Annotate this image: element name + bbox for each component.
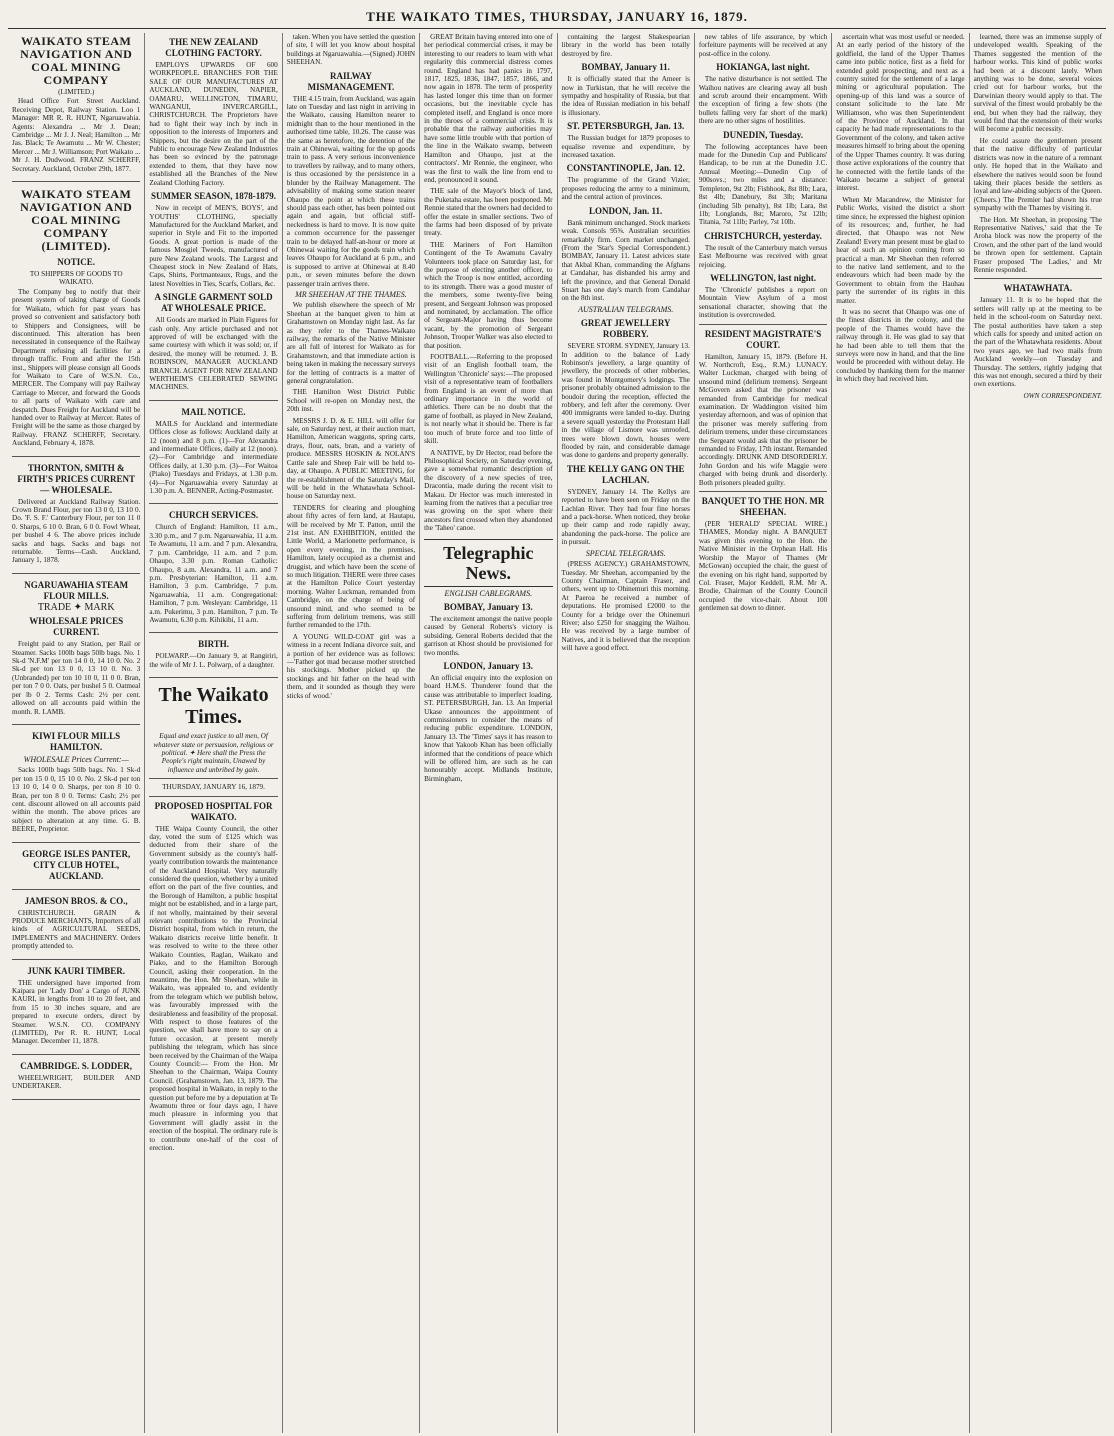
dateline: LONDON, Jan. 11.: [589, 205, 663, 216]
paper-motto: Equal and exact justice to all men, Of whatever state or persuasion, religious or political. ✦ Here shall the Press the People's right maintain, Unawed by influence and unbribed by gain.: [153, 732, 274, 774]
article-heading: RESIDENT MAGISTRATE'S COURT.: [704, 328, 822, 350]
notice-heading: CHURCH SERVICES.: [168, 510, 259, 521]
article-text: THE Mariners of Fort Hamilton Contingent of the Te Awamutu Cavalry Volunteers took place on Saturday last, for the purpose of electing another officer, to which the Troop is now entitled, according to its strength. There was a good muster of the members, some twenty-five being present, and Sergeant Johnson was proposed and nominated, by acclamation. The office of Sergeant-Major having thus become vacant, by the promotion of Sergeant Johnson, Trooper Walker was also elected to that position.: [424, 240, 553, 350]
article-heading: BANQUET TO THE HON. MR SHEEHAN.: [701, 496, 825, 518]
advert-body: Sacks 100lb bags 50lb bags. No. 1 Sk-d per ton 15 0 0, 15 10 0. No. 2 Sk-d per ton 13 10 0, 14 0 0. Sharps, per ton 8 10 0. Bran, per ton 8 0 0. Terms: Cash; 2½ per cent. discount allowed on all accounts paid within the month. The above prices are subject to alteration at any time. G. B. BEERE, Proprietor.: [12, 766, 141, 834]
advert-title: NGARUAWAHIA STEAM FLOUR MILLS.: [24, 579, 129, 601]
article-text: MESSRS J. D. & E. HILL will offer for sale, on Saturday next, at their auction mart, Hamilton, American waggons, spring carts, drays, flour, oats, bran, and a variety of produce. MESSRS HOSKIN & NOLAN'S Cattle sale and Sheep Fair will be held to-day, at Ohaupo. A PUBLIC MEETING, for the re-establishment of the Saturday's Mail, will be held in the Whatawhata School-house on Saturday next.: [286, 416, 416, 501]
advert-lodder: [12, 1061, 140, 1100]
article-text: The native disturbance is not settled. The Waihou natives are clearing away all bush and scrub around their encampment. With the exception of firing a few shots (the bullets falling very far short of the mark) there are no other signs of hostilities.: [698, 75, 828, 126]
article-text: When Mr Macandrew, the Minister for Public Works, visited the district a short time since, he expressed the highest opinion of its resources; and, further, he had directed, that Ohaupo was not New Zealand! Every man present must be glad to hear of such an opinion coming from so practical a man. Mr Sheehan then referred to the native land settlement, and to the endeavours which had been made by the Government to obtain from the Hauhau party the surrender of its rights in this matter.: [836, 195, 965, 305]
column-6: [695, 33, 832, 1433]
article-heading: RAILWAY MISMANAGEMENT.: [307, 70, 395, 92]
column-5: [558, 33, 695, 1433]
article-text: FOOTBALL.—Referring to the proposed visit of an English football team, the Wellington 'Chronicle' says:—The proposed visit of a representative team of footballers from England is an event of more than ordinary importance in the world of athletics. There can be no doubt that the game of football, as played in New Zealand, is not nearly what it should be. There is far too much of brute force and too little of skill.: [424, 353, 553, 446]
advert-body: Delivered at Auckland Railway Station. Crown Brand Flour, per ton 13 0 0, 13 10 0. Do. 'F. S. F.' Canterbury Flour, per ton 11 0 0. Sharps, 6 10 0. Bran, 6 0 0. Fowl Wheat, per bushel 4 6. The above prices include sacks and bags. Sacks and bags not returnable. Terms—Cash. Auckland, January 1, 1878.: [12, 497, 141, 565]
notice-body: POLWARP.—On January 9, at Rangiriri, the wife of Mr J. L. Polwarp, of a daughter.: [149, 652, 278, 669]
advert-thornton-smith-firth: [12, 463, 140, 574]
article-text: (PRESS AGENCY.) GRAHAMSTOWN, Tuesday. Mr Sheehan, accompanied by the County Chairman, Captain Fraser, and others, went up to Ohinemuri this morning. At Paeroa he received a number of deputations. He promised £2000 to the County for a bridge over the Ohinemuri River; also £250 for snagging the Waihou. He was received by a large number of Natives, and it is believed that the reception will have a good effect.: [561, 560, 690, 653]
article-text: He could assure the gentlemen present that the native difficulty of particular districts was now in the nature of a remnant only. He hoped that in the Waikato and elsewhere the natives would soon be found taking their places beside the settlers as loyal and law-abiding subjects of the Queen. (Cheers.) The Premier had shown his true sympathy with the Thames by visiting it.: [973, 136, 1102, 213]
advert-body: Now in receipt of MEN'S, BOYS', and YOUTHS' CLOTHING, specially Manufactured for the Auckland Market, and superior in Style and Fit to the imported Goods. A great portion is made of the famous Mosgiel Tweeds, manufactured of pure New Zealand wools. The Largest and Cheapest stock in New Zealand of Hats, Caps, Shirts, Portmanteaux, Rugs, and the latest Novelties in Ties, Scarfs, Collars, &c.: [149, 204, 278, 288]
byline: OWN CORRESPONDENT.: [1023, 391, 1102, 400]
advert-waikato-steam-navigation: [12, 35, 140, 182]
advert-body: EMPLOYS UPWARDS OF 600 WORKPEOPLE. BRANCHES FOR THE SALE OF OUR MANUFACTURES AT AUCKLAND, DUNEDIN, NAPIER, OAMARU, WELLINGTON, TIMARU, WANGANUI, INVERCARGILL, CHRISTCHURCH. The Proprietors have had to fight their way inch by inch in opposition to the interests of Importers and Shippers, but the desire on the part of the Public to encourage New Zealand Industries has been so evinced by the patronage extended to them, that they have now established all the Branches of the New Zealand Clothing Factory.: [149, 61, 278, 187]
advert-body: All Goods are marked in Plain Figures for cash only. Any article purchased and not approved of will be exchanged with the same courtesy with which it was sold; or, if desired, the money will be returned. J. B. ROBINSON, MANAGER AUCKLAND BRANCH. AGENT FOR NEW ZEALAND WERTHEIM'S CELEBRATED SEWING MACHINES.: [149, 316, 278, 392]
article-text: An official enquiry into the explosion on board H.M.S. Thunderer found that the cause was attributable to imperfect loading. ST. PETERSBURGH, Jan. 13. An Imperial Ukase announces the appointment of commissioners to consider the means of reducing public expenditure. LONDON, January 13. The 'Times' says it has reason to know that Yakoob Khan has been officially informed that the conditions of peace which will be offered him, are such as he can honourably accept. Midlands Institute, Birmingham,: [424, 674, 553, 783]
advert-body: THE undersigned have imported from Kaipara per 'Lady Don' a Cargo of JUNK KAURI, in lengths from 10 to 20 feet, and from 15 to 30 inches square, and are prepared to execute orders, direct by Steamer. W.S.N. CO. COMPANY (LIMITED), Per R. R. HUNT, Local Manager. December 11, 1878.: [12, 978, 141, 1046]
dateline: DUNEDIN, Tuesday.: [723, 129, 803, 140]
article-text: taken. When you have settled the question of site, I will let you know about hospital buildings at Ngaruawahia.—(Signed) JOHN SHEEHAN.: [286, 33, 416, 67]
article-text: Hamilton, January 15, 1879. (Before H. W. Northcroft, Esq., R.M.) LUNACY. Walter Luckman, charged with being of unsound mind (delirium tremens). Sergeant McGovern asked that the prisoner was remanded from Cambridge for medical examination. Dr Waddington visited him yesterday afternoon, and was of opinion that the prisoner was merely suffering from delirium tremens, under these circumstances the Sergeant would ask that the prisoner be remanded to Friday, 17th instant. Remanded accordingly. DRUNK AND DISORDERLY. John Gordon and his wife Maggie were charged with being drunk and disorderly. Both prisoners pleaded guilty.: [698, 352, 828, 487]
article-text: January 11. It is to be hoped that the settlers will rally up at the meeting to be held in the school-room on Saturday next. The postal authorities have taken a step which calls for speedy and united action on the part of the Whatawhata residents. About two years ago, we had two mails from Auckland weekly—on Tuesday and Thursday. The settlers, rightly judging that this was not enough, secured a third by their own exertions.: [973, 296, 1102, 389]
article-text: A YOUNG WILD-COAT girl was a witness in a recent Indiana divorce suit, and a portion of her evidence was as follows:—'Father got mad because mother stretched his stockings. Mother picked up the stockings and hit father on the head with them, and it sounded as though they were sticks of wood.': [286, 632, 416, 700]
divider: [974, 278, 1102, 279]
article-text: new tables of life assurance, by which forfeiture payments will be received at any post-office in the colony.: [698, 33, 828, 58]
article-text: It is officially stated that the Ameer is now in Turkistan, that he will receive the sympathy and hospitality of Russia, but that the idea of Russian mediation in his behalf is illusionary.: [561, 75, 690, 117]
article-text: THE Hamilton West District Public School will re-open on Monday next, the 20th inst.: [286, 388, 416, 414]
article-text: (PER 'HERALD' SPECIAL WIRE.) THAMES, Monday night. A BANQUET was given this evening to the Hon. the Native Minister in the Orphean Hall. His Worship the Mayor of Thames (Mr McGowan) occupied the chair, the guest of the evening on his right hand, supported by Col. Fraser, Major Keddell, R.M. Mr A. Brodie, Chairman of the County Council occupied the vice-chair. About 100 gentlemen sat down to dinner.: [698, 520, 828, 613]
running-head: THE WAIKATO TIMES, THURSDAY, JANUARY 16, 1879.: [8, 6, 1106, 29]
article-text: Bank minimum unchanged. Stock markets weak. Consols 95⅝. Australian securities remarkably firm. Corn market unchanged. (From the 'Star's Special Correspondent.) BOMBAY, January 11. Latest advices state that Akbal Khan, commanding the Afghans at Candahar, has disbanded his army and left the province, and that General Donald Stuart has one day's march from Candahar on the 8th inst.: [561, 218, 690, 303]
article-text: The 'Chronicle' publishes a report on Mountain View Asylum of a most sensational character, showing that the institution is overcrowded.: [698, 285, 828, 320]
divider: [699, 324, 827, 325]
section-heading: SPECIAL TELEGRAMS.: [585, 548, 666, 558]
advert-body: The Company beg to notify that their present system of taking charge of Goods for Waikato, which for past years has proved so convenient and satisfactory both to Shippers and Consignees, will be discontinued. This alteration has been necessitated in consequence of the Railway Department refusing all facilities for a through traffic. From and after the 15th inst., Shippers will please consign all Goods for Waikato to Care of W.S.N. Co., MERCER. The Company will pay Railway Carriage to Mercer, and forward the Goods to all parts of Waikato with care and despatch. Dues Freight for Auckland will be handed over to Railway at Mercer. Rates of Freight will be the same as those charged by Railway. FRANZ SCHERFF, Secretary. Auckland, February 4, 1878.: [12, 287, 141, 448]
article-text: The following acceptances have been made for the Dunedin Cup and Publicans' Handicap, to be run at the Dunedin J.C. Annual Meeting:—Dunedin Cup of 900sovs.; two miles and a distance: Templeton, 9st 2lb; Fishhook, 8st 8lb; Lara, 8st 4lb; Danebury, 8st 3lb; Maritana (including 5lb penalty), 8st 1lb; Lara, 8st 1lb; Longlands, 8st; Maroro, 7st 12lb; Titania, 7st 11lb; Parley, 7st 10lb.: [698, 142, 828, 227]
telegraphic-news-title: Telegraphic News.: [424, 539, 552, 587]
dateline: ST. PETERSBURGH, Jan. 13.: [567, 121, 685, 132]
article-text: THE sale of the Mayor's block of land, the Puketaha estate, has been postponed. Mr Rennie stated that the owners had decided to offer the estate in smaller sections. Two of the farms had been disposed of by private treaty.: [424, 187, 553, 238]
notice-body: Church of England: Hamilton, 11 a.m., 3.30 p.m., and 7 p.m. Ngaruawahia, 11 a.m. Te Awamutu, 11 a.m. and 7 p.m. Alexandra, 7 p.m. Cambridge, 11 a.m. and 7 p.m. Ohaupo, 3.30 p.m. Roman Catholic: Ohaupo, 8 a.m. Alexandra, 11 a.m. and 7 p.m. Presbyterian: Hamilton, 11 a.m. Hamilton, 3 p.m. Cambridge, 7 p.m. Ngaruawahia, 11 a.m. Congregational: Hamilton, 7 p.m. Wesleyan: Cambridge, 11 a.m. Pukerimu, 3 p.m. Hamilton, 7 p.m. Te Awamutu, 6.30 p.m. Kihikihi, 11 a.m.: [149, 523, 278, 624]
advert-jameson-bros: [12, 896, 140, 960]
advert-heading: WHOLESALE Prices Current:—: [23, 754, 129, 764]
advert-subtitle: (LIMITED.): [58, 88, 95, 96]
advert-clothing-factory: [149, 37, 277, 401]
article-text: The programme of the Grand Vizier, proposes reducing the army to a minimum, and the central action of provinces.: [561, 176, 690, 202]
advert-subtitle: TO SHIPPERS OF GOODS TO WAIKATO.: [29, 270, 123, 287]
advert-body: CHRISTCHURCH. GRAIN & PRODUCE MERCHANTS, Importers of all kinds of AGRICULTURAL SEEDS, IMPLEMENTS and MACHINERY. Orders promptly attended to.: [12, 908, 141, 951]
advert-body: Freight paid to any Station, per Rail or Steamer. Sacks 100lb bags 50lb bags. No. 1 Sk-d 'N.F.M' per ton 14 0 0, 14 10 0. No. 2 Sk-d per ton 13 0 0, 13 10 0. No. 3 (Unbranded) per ton 10 10 0, 11 0 0. Bran, per ton 7 0 0. Oats, per bushel 5 0. Oatmeal per lb 0 2. Terms Cash: 2½ per cent. allowed on all accounts paid within the month. R. LAMB.: [12, 640, 141, 716]
notice-body: MAILS for Auckland and intermediate Offices close as follows: Auckland daily at 12 (noon) and 8 p.m. (1)—For Alexandra and intermediate Offices, daily at 12 (noon). (2)—For Cambridge and intermediate Offices daily, at 1.30 p.m. (3)—For Waitoa (Piako) Tuesdays and Fridays, at 1.30 p.m. (4)—For Ngaruawahia every Saturday at 1.30 p.m. A. BENNER, Acting-Postmaster.: [149, 419, 278, 496]
notice-heading: BIRTH.: [198, 639, 230, 650]
advert-title: THE NEW ZEALAND CLOTHING FACTORY.: [165, 37, 262, 58]
advert-george-isles-panter: [12, 849, 140, 890]
advert-flour-mills: [12, 580, 140, 725]
dateline: BOMBAY, January 11.: [581, 62, 670, 73]
column-7: [832, 33, 969, 1433]
advert-title: WAIKATO STEAM NAVIGATION AND COAL MINING COMPANY: [20, 34, 133, 87]
article-heading: THE KELLY GANG ON THE LACHLAN.: [566, 463, 685, 485]
article-heading: WHATAWHATA.: [1003, 283, 1073, 294]
advert-kiwi-flour-mills: [12, 731, 140, 843]
advert-heading: WHOLESALE PRICES CURRENT.: [29, 616, 124, 638]
issue-date: THURSDAY, JANUARY 16, 1879.: [162, 783, 265, 792]
advert-title: GEORGE ISLES PANTER, CITY CLUB HOTEL, AUCKLAND.: [22, 848, 131, 881]
notice-heading: MAIL NOTICE.: [181, 406, 246, 417]
section-heading: ENGLISH CABLEGRAMS.: [444, 588, 533, 598]
advert-title: CAMBRIDGE. S. LODDER,: [20, 1060, 133, 1071]
article-text: It was no secret that Ohaupo was one of the finest districts in the colony, and the people of the Thames would have the railway through it. He was glad to say that he had been able to tell them that the surveys were now in hand, and that the line would be proceeded with without delay. He concluded by thanking them for the manner in which they had received him.: [836, 308, 965, 384]
article-text: The result of the Canterbury match versus East Melbourne was received with great rejoicing.: [698, 243, 828, 269]
advert-title: KIWI FLOUR MILLS HAMILTON.: [32, 730, 121, 752]
column-3: [283, 33, 420, 1433]
birth-notice: [149, 639, 277, 678]
article-text: THE 4.15 train, from Auckland, was again late on Tuesday and last night in arriving in the Waikato, causing Hamilton nearer to midnight than to the hour mentioned in the authorised time table, 10.26. The cause was the same as heretofore, the detention of the train at Ohinewai, waiting for the up goods train to pass. A very serious inconvenience to travellers by railway, and to many others, is thus occasioned by the persistence in a blunder by the Railway Management. The advisability of making some station nearer Ohaupo the point at which these trains should pass each other, has been pointed out again and again, but official stiff-neckedness is hard to move. It is now quite a common occurrence for the passenger train to be delayed half-an-hour or more at Ohinewai waiting for the goods train which leaves Ohaupo for Auckland at 6 p.m., and is supposed to arrive at Ohinewai at 8.40 p.m., or seven minutes before the down passenger train arrives there.: [286, 94, 416, 288]
advert-heading: SUMMER SEASON, 1878-1879.: [151, 191, 277, 202]
column-4: [420, 33, 557, 1433]
article-text: learned, there was an immense supply of undeveloped wealth. Speaking of the Thames suggested the mention of the harbour works. This kind of public works had been at a discount lately. When anything was to be done, several voices cried out for harbour works, but the Darwinian theory would apply to that. The survival of the fittest would probably be the end, but when they had the railway, they would find that the extension of their works will become a public necessity.: [973, 33, 1102, 134]
article-text: The Russian budget for 1879 proposes to equalise revenue and expenditure, by increased taxation.: [561, 134, 690, 160]
dateline: CONSTANTINOPLE, Jan. 12.: [566, 163, 685, 174]
article-text: SEVERE STORM. SYDNEY, January 13. In addition to the balance of Lady Robinson's jewellery, a large quantity of jewellery, the proceeds of other robberies, was found in Montgomery's lodgings. The prisoner probably obtained admission to the boudoir during the reception, effected the robbery, and left after the ceremony. Over 400 immigrants were landed to-day. During a severe squall yesterday the Protestant Hall in the village of Lismore was unroofed, trees were blown down, houses were flooded by rain, and considerable damage was done to gardens and property generally.: [561, 342, 690, 460]
column-2: [145, 33, 282, 1433]
divider: [149, 796, 277, 797]
advert-title: WAIKATO STEAM NAVIGATION AND COAL MINING COMPANY (LIMITED).: [20, 187, 133, 254]
mail-notice: [149, 407, 277, 505]
advert-title: JAMESON BROS. & CO.,: [24, 895, 128, 906]
advert-title: THORNTON, SMITH & FIRTH'S PRICES CURRENT — WHOLESALE.: [17, 462, 136, 495]
advert-heading: NOTICE.: [57, 257, 96, 268]
advert-heading: A SINGLE GARMENT SOLD AT WHOLESALE PRICE.: [154, 292, 273, 314]
divider: [699, 491, 827, 492]
article-heading: GREAT JEWELLERY ROBBERY.: [580, 318, 671, 340]
leader-heading: PROPOSED HOSPITAL FOR WAIKATO.: [154, 800, 273, 822]
column-1: [8, 33, 145, 1433]
article-text: TENDERS for clearing and ploughing about fifty acres of fern land, at Hautapu, will be received by Mr T. Patton, until the 21st inst. AN EXHIBITION, entitled the Little World, a Marionette performance, is open every evening, in the premises, Hamilton, lately occupied as a chemist and druggist, and which have been the scene of so much litigation. THERE were three cases at the Hamilton Police Court yesterday morning. Walter Luckman, remanded from Cambridge, on the charge of being of unsound mind, and who seemed to be suffering from delirium tremens, was still further remanded to the 17th.: [286, 503, 416, 630]
dateline: CHRISTCHURCH, yesterday.: [704, 230, 822, 241]
dateline: WELLINGTON, last night.: [710, 272, 816, 283]
dateline: BOMBAY, January 13.: [443, 601, 533, 612]
column-container: [8, 33, 1106, 1433]
article-text: We publish elsewhere the speech of Mr Sheehan at the banquet given to him at Grahamstown on Monday night last. As far as they refer to the Thames-Waikato railway, the remarks of the Native Minister are all full of interest for Waikato as for Grahamstown, and that immediate action is being taken in making the necessary surveys for the letting of contracts is a matter of general congratulation.: [286, 301, 416, 386]
article-text: ascertain what was most useful or needed. At an early period of the history of the goldfield, the land of the Upper Thames came into public notice, first as a field for extended gold prospecting, and next as a country suited for the settlement of a large mining or agricultural population. The opening-up of this land was a source of constant solicitude to the late Mr Williamson, who was then Superintendent of the Province of Auckland. In that capacity he had made representations to the Government of the colony, and taken active measures himself to bring about the opening of the Upper Thames country. It was during those active explorations of the country that he connected with the fertile lands of the Waikato became a subject of general interest.: [836, 33, 965, 193]
dateline: HOKIANGA, last night.: [716, 62, 810, 73]
article-text: The Hon. Mr Sheehan, in proposing 'The Representative Natives,' said that the Te Aroha block was now the property of the Crown, and the other part of the land would be thrown open for settlement. Captain Fraser proposed 'The Ladies,' and Mr Rennie responded.: [973, 215, 1102, 274]
advert-junk-kauri: [12, 966, 140, 1055]
leader-body: THE Waipa County Council, the other day, voted the sum of £125 which was deducted from their share of the Government subsidy as the county's half-yearly contribution towards the maintenance of the Auckland Hospital. Very naturally considered the question, whether by a united effort on the part of the five counties, and the Borough of Hamilton, a public hospital might not be established, and in a large part, if not wholly, maintained by their several relevant contributions to the Provincial District hospital, from which in return, the Waikato districts receive little benefit. It was resolved to write to the three other Waikato Counties, Raglan, Waikato and Piako, and to the Hamilton Borough Council, asking their cooperation. In the meantime, the Hon. Mr Sheehan, while in Waikato, was appealed to, and evidently from the telegram which we publish below, was favourably impressed with the desirableness and feasibility of the proposal. With respect to those features of the question, we shall have more to say on a future occasion, at present merely publishing the telegram, which has since been received by the Chairman of the Waipa County Council:— From the Hon. Mr Sheehan to the Chairman, Waipa County Council. (Grahamstown, Jan. 13, 1879. The proposed hospital in Waikato, in reply to the question put before me by a deputation at Te Awamutu three or four days ago, I have much pleasure in informing you that Government will gladly assist in the erection of the hospital. The ordinary rule is to contribute one-half of the cost of erection.: [149, 824, 278, 1153]
paper-title: The Waikato Times.: [158, 684, 269, 729]
article-text: A NATIVE, by Dr Hector, read before the Philosophical Society, on Saturday evening, gave a somewhat romantic description of the discovery of a new species of tree, Dracontia, made during the recent visit to Makau. Dr Hector was much interested in learning from the natives that a peculiar tree was growing on the spot where their ancestors first crossed when they abandoned the 'Taheo' canoe.: [424, 448, 553, 533]
advert-title: JUNK KAURI TIMBER.: [27, 965, 125, 976]
advert-body: WHEELWRIGHT, BUILDER AND UNDERTAKER.: [12, 1073, 141, 1091]
article-heading: MR SHEEHAN AT THE THAMES.: [295, 289, 407, 299]
article-text: The excitement amongst the native people caused by General Roberts's victory is subsiding. General Roberts decided that the garrison at Khost should be provisioned for two months.: [424, 614, 553, 657]
trade-mark-emblem: TRADE ✦ MARK: [37, 601, 115, 613]
article-text: containing the largest Shakespearian library in the world has been totally destroyed by fire.: [561, 33, 690, 58]
divider: [149, 778, 277, 779]
article-text: SYDNEY, January 14. The Kellys are reported to have been seen on Friday on the Lachlan River. They had four fine horses and a pack-horse. When noticed, they broke up their camp and rode rapidly away, abandoning the pack-horse. The police are in pursuit.: [561, 487, 690, 547]
church-services: [149, 510, 277, 633]
advert-body: Head Office Fort Street Auckland. Receiving Depot, Railway Station. Loo 1 Manager: MR R. R. HUNT, Ngaruawahia. Agents: Alexandra ... Mr J. Dean; Cambridge ... Mr J. J. Neal; Hamilton ... Mr Jas. Black; Te Awamutu ... Mr W. Chester; Mercer ... Mr J. Williamson; Port Waikato ... Mr J. H. Dudwood. FRANZ SCHERFF, Secretary. Auckland, October 29th, 1877.: [12, 97, 141, 173]
article-text: GREAT Britain having entered into one of her periodical commercial crises, it may be interesting to our readers to learn with what regularity this commercial distress comes round. England has had panics in 1797, 1817, 1825, 1836, 1847, 1857, 1866, and now again in 1878. The term of prosperity has lasted longer this time than on former occasions, but the inevitable cycle has completed itself, and England is once more in the throes of a commercial crisis. It is probable that the railway authorities may have some little trouble with that portion of the line in the Waikato swamp, between Hamilton and Ohaupo, just at the contractors'. Mr Rennie, the engineer, who was the first to walk the line from end to end, pronounced it sound.: [424, 33, 553, 184]
column-8: [970, 33, 1106, 1433]
section-heading: AUSTRALIAN TELEGRAMS.: [578, 304, 674, 314]
dateline: LONDON, January 13.: [443, 661, 534, 671]
advert-shippers-notice: [12, 188, 140, 457]
